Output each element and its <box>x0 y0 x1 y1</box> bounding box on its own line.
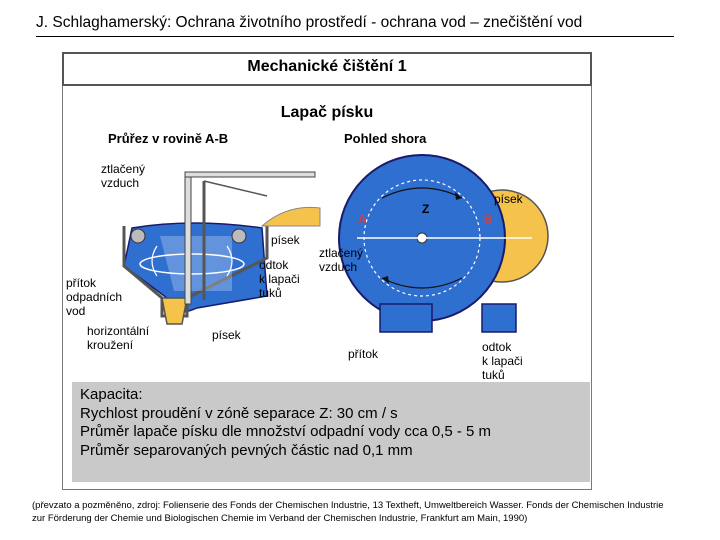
top-view <box>339 155 548 332</box>
label-sand-bottom: písek <box>212 328 241 342</box>
roller-right <box>232 229 246 243</box>
inflow-channel <box>380 304 432 332</box>
label-compressed-air-right: ztlačený vzduch <box>319 246 364 274</box>
label-horizontal-circulation: horizontální kroužení <box>87 324 150 352</box>
label-letter-z: Z <box>422 202 430 216</box>
slide-title: Mechanické čištění 1 <box>247 58 407 75</box>
capacity-heading: Kapacita: <box>80 386 143 403</box>
label-compressed-air-left: ztlačený vzduch <box>101 162 146 190</box>
sand-pile-top <box>262 207 320 226</box>
label-letter-a: A <box>358 212 367 226</box>
citation-line-1: (převzato a pozměněno, zdroj: Folienserie des Fonds der Chemischen Industrie, 13 Textheft, Umweltbereich Wasser. Fonds der Chemischen Industrie <box>32 500 664 511</box>
document-header: J. Schlaghamerský: Ochrana životního prostředí - ochrana vod – znečištění vod <box>36 14 583 31</box>
roller-left <box>131 229 145 243</box>
label-outlet-left: odtok k lapači tuků <box>259 258 300 300</box>
top-view-label: Pohled shora <box>344 131 427 146</box>
label-letter-b: B <box>484 212 493 226</box>
particle-size-line: Průměr separovaných pevných částic nad 0,1 mm <box>80 441 413 459</box>
citation-line-2: zur Förderung der Chemie und Biologischen Chemie im Verband der Chemischen Industrie, Frankfurt am Main, 1990) <box>32 513 528 524</box>
sand-hopper <box>162 298 187 324</box>
cross-section-view <box>124 172 320 324</box>
label-sand-top-right: písek <box>494 192 523 206</box>
label-inflow-right: přítok <box>348 347 379 361</box>
air-pipe-top <box>185 172 315 177</box>
label-sand-middle: písek <box>271 233 300 247</box>
flow-speed-line: Rychlost proudění v zóně separace Z: 30 cm / s <box>80 404 398 422</box>
section-label: Průřez v rovině A-B <box>108 131 229 146</box>
capacity-info <box>80 386 491 460</box>
figure-title: Lapač písku <box>280 104 374 121</box>
diameter-line: Průměr lapače písku dle množství odpadní vody cca 0,5 - 5 m <box>80 423 492 440</box>
label-outlet-right: odtok k lapači tuků <box>482 340 523 382</box>
outlet-channel <box>482 304 516 332</box>
air-pipe <box>185 174 191 304</box>
header-underline <box>36 36 674 37</box>
source-citation <box>32 499 664 525</box>
label-inflow-left: přítok odpadních vod <box>66 276 123 318</box>
